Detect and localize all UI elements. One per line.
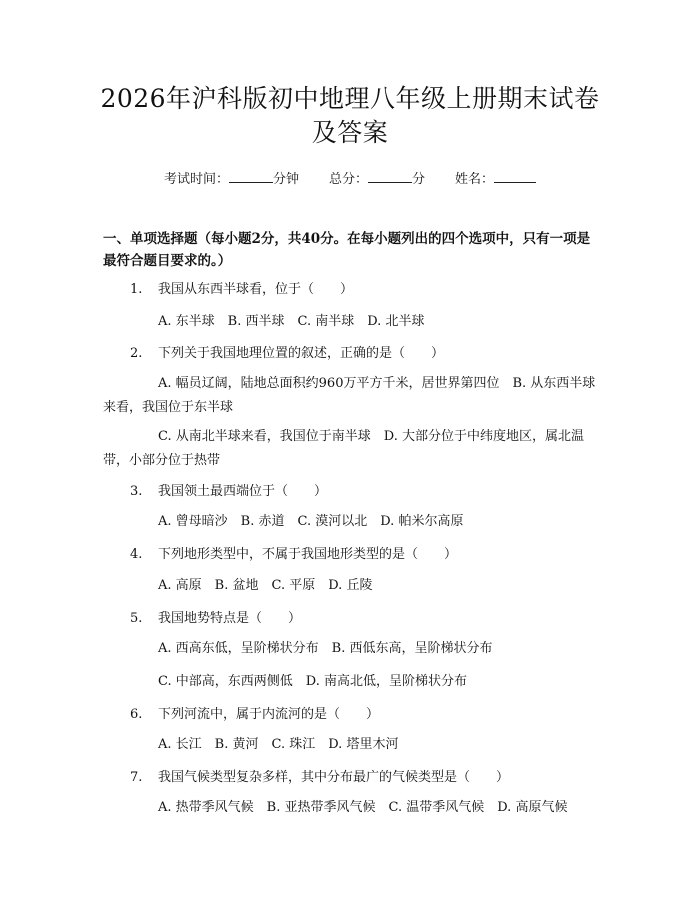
question-text: 我国领土最西端位于（ ） — [158, 484, 328, 499]
question-text: 下列关于我国地理位置的叙述，正确的是（ ） — [158, 346, 445, 361]
question-options: A. 长江 B. 黄河 C. 珠江 D. 塔里木河 — [158, 737, 399, 752]
question-options: A. 西高东低，呈阶梯状分布 B. 西低东高，呈阶梯状分布 — [158, 641, 493, 656]
question-text: 我国从东西半球看，位于（ ） — [158, 282, 354, 297]
question-options: A. 东半球 B. 西半球 C. 南半球 D. 北半球 — [158, 314, 425, 329]
exam-info-line — [0, 169, 700, 189]
page-title: 2026年沪科版初中地理八年级上册期末试卷及答案 — [100, 84, 600, 147]
question-options: C. 中部高，东西两侧低 D. 南高北低，呈阶梯状分布 — [158, 674, 467, 689]
question-number: 1. — [130, 282, 143, 297]
question-number: 4. — [130, 547, 143, 562]
question-options: A. 热带季风气候 B. 亚热带季风气候 C. 温带季风气候 D. 高原气候 — [158, 800, 568, 815]
question-text: 下列河流中，属于内流河的是（ ） — [158, 707, 380, 722]
question-number: 3. — [130, 484, 143, 499]
question-stem — [130, 345, 600, 363]
question-text: 我国气候类型复杂多样，其中分布最广的气候类型是（ ） — [158, 770, 510, 785]
score-blank — [368, 169, 412, 183]
time-label: 考试时间： — [163, 172, 229, 187]
question-number: 7. — [130, 770, 143, 785]
score-label: 总分： — [328, 172, 368, 187]
question-stem — [130, 706, 600, 724]
question-stem — [130, 546, 600, 564]
time-unit: 分钟 — [272, 172, 299, 187]
question-stem — [130, 483, 600, 501]
question-number: 2. — [130, 346, 143, 361]
question-number: 6. — [130, 707, 143, 722]
section-heading: 一、单项选择题（每小题2分，共40分。在每小题列出的四个选项中，只有一项是最符合题目要求的。） — [103, 231, 591, 269]
name-blank — [494, 169, 536, 183]
question-text: 我国地势特点是（ ） — [158, 611, 302, 626]
name-label: 姓名： — [455, 172, 495, 187]
question-text: 下列地形类型中，不属于我国地形类型的是（ ） — [158, 547, 458, 562]
question-options: A. 曾母暗沙 B. 赤道 C. 漠河以北 D. 帕米尔高原 — [158, 514, 464, 529]
question-stem — [130, 610, 600, 628]
question-stem — [130, 281, 600, 299]
question-options: A. 高原 B. 盆地 C. 平原 D. 丘陵 — [158, 578, 373, 593]
question-stem — [130, 769, 600, 787]
question-number: 5. — [130, 611, 143, 626]
time-blank — [229, 169, 273, 183]
question-options: A. 幅员辽阔，陆地总面积约960万平方千米，居世界第四位 B. 从东西半球来看，我国位于东半球 — [103, 376, 596, 415]
question-options: C. 从南北半球来看，我国位于南半球 D. 大部分位于中纬度地区，属北温带，小部分位于热带 — [103, 429, 584, 468]
score-unit: 分 — [412, 172, 426, 187]
